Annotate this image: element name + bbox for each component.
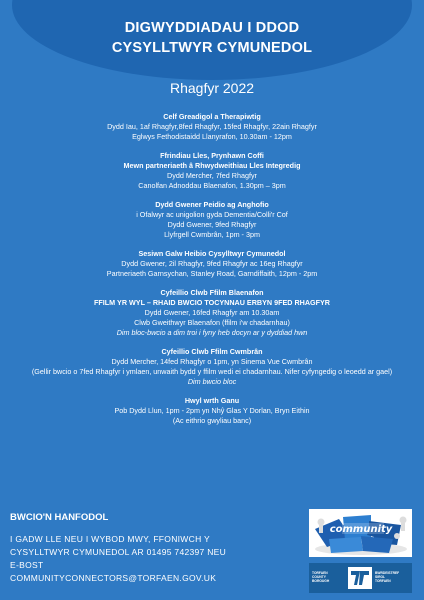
events-list	[0, 112, 424, 435]
event-cwmbran-film-club	[0, 347, 424, 387]
booking-title: BWCIO'N HANFODOL	[10, 512, 109, 523]
community-puzzle-icon	[309, 509, 412, 557]
event-dates: Dydd Gwener, 9fed Rhagfyr	[167, 220, 257, 229]
event-subtitle: Mewn partneriaeth â Rhwydweithiau Lles Integredig	[123, 161, 301, 170]
event-singing-fun	[0, 396, 424, 426]
event-dates: Dydd Iau, 1af Rhagfyr,8fed Rhagfyr, 15fed Rhagfyr, 22ain Rhagfyr	[107, 122, 317, 131]
logo-left-text: TORFAEN COUNTY BOROUGH	[312, 571, 330, 584]
event-audience: i Ofalwyr ac unigolion gyda Dementia/Colli'r Cof	[136, 210, 288, 219]
event-dates: Dydd Mercher, 7fed Rhagfyr	[167, 171, 257, 180]
event-wellbeing-coffee	[0, 151, 424, 191]
event-venue: Partneriaeth Garnsychan, Stanley Road, Garndiffaith, 12pm - 2pm	[106, 269, 318, 278]
event-venue: Clwb Gweithwyr Blaenafon (ffilm i'w chadarnhau)	[134, 318, 290, 327]
event-dates: Dydd Mercher, 14fed Rhagfyr o 1pm, yn Sinema Vue Cwmbrân	[111, 357, 313, 366]
event-note: Dim bloc-bwcio a dim troi i fyny heb docyn ar y dyddiad hwn	[116, 328, 308, 337]
event-title: Cyfeillio Clwb Ffilm Blaenafon	[160, 288, 264, 297]
month-heading: Rhagfyr 2022	[169, 80, 255, 96]
event-forget-me-not-friday	[0, 200, 424, 240]
event-venue: Eglwys Fethodistaidd Llanyrafon, 10.30am - 12pm	[132, 132, 292, 141]
page-title	[0, 18, 424, 58]
title-line-1: DIGWYDDIADAU I DDOD	[124, 20, 300, 36]
event-venue: Llyfrgell Cwmbrân, 1pm - 3pm	[164, 230, 260, 239]
event-subtitle: FFILM YR WYL – RHAID BWCIO TOCYNNAU ERBYN 9FED RHAGFYR	[94, 298, 330, 307]
event-title: Hwyl wrth Ganu	[184, 396, 240, 405]
event-dates: Pob Dydd Llun, 1pm - 2pm yn Nhŷ Glas Y Dorlan, Bryn Eithin	[114, 406, 310, 415]
booking-line-1: I GADW LLE NEU I WYBOD MWY, FFONIWCH Y	[10, 534, 210, 544]
logo-right-text: BWRDEISTREF SIROL TORFAEN	[375, 571, 400, 584]
event-creative-art	[0, 112, 424, 142]
event-note: (Ac eithrio gwyliau banc)	[172, 416, 252, 425]
booking-email[interactable]: COMMUNITYCONNECTORS@TORFAEN.GOV.UK	[10, 573, 217, 583]
event-blaenafon-film-club	[0, 288, 424, 338]
torfaen-logo-icon	[309, 563, 412, 593]
event-title: Cyfeillio Clwb Ffilm Cwmbrân	[161, 347, 263, 356]
event-dates: Dydd Gwener, 16fed Rhagfyr am 10.30am	[144, 308, 280, 317]
event-note: Dim bwcio bloc	[187, 377, 237, 386]
event-title: Celf Greadigol a Therapiwtig	[163, 112, 261, 121]
event-title: Ffrindiau Lles, Prynhawn Coffi	[160, 151, 264, 160]
event-venue: Canolfan Adnoddau Blaenafon, 1.30pm – 3pm	[138, 181, 286, 190]
booking-info	[10, 533, 280, 585]
torfaen-emblem-icon	[348, 567, 372, 589]
community-word: community	[329, 524, 393, 535]
event-drop-in-session	[0, 249, 424, 279]
event-dates: Dydd Gwener, 2il Rhagfyr, 9fed Rhagfyr ac 16eg Rhagfyr	[121, 259, 303, 268]
booking-line-2: CYSYLLTWYR CYMUNEDOL AR 01495 742397 NEU	[10, 547, 227, 557]
title-line-2: CYSYLLTWYR CYMUNEDOL	[111, 40, 313, 56]
event-title: Sesiwn Galw Heibio Cysylltwyr Cymunedol	[138, 249, 286, 258]
event-title: Dydd Gwener Peidio ag Anghofio	[155, 200, 269, 209]
booking-line-3: E-BOST	[10, 560, 44, 570]
event-booking-info: (Gellir bwcio o 7fed Rhagfyr i ymlaen, unwaith bydd y ffilm wedi ei chadarnhau. Nifer cyfyngedig o leoedd ar gael)	[31, 367, 393, 376]
